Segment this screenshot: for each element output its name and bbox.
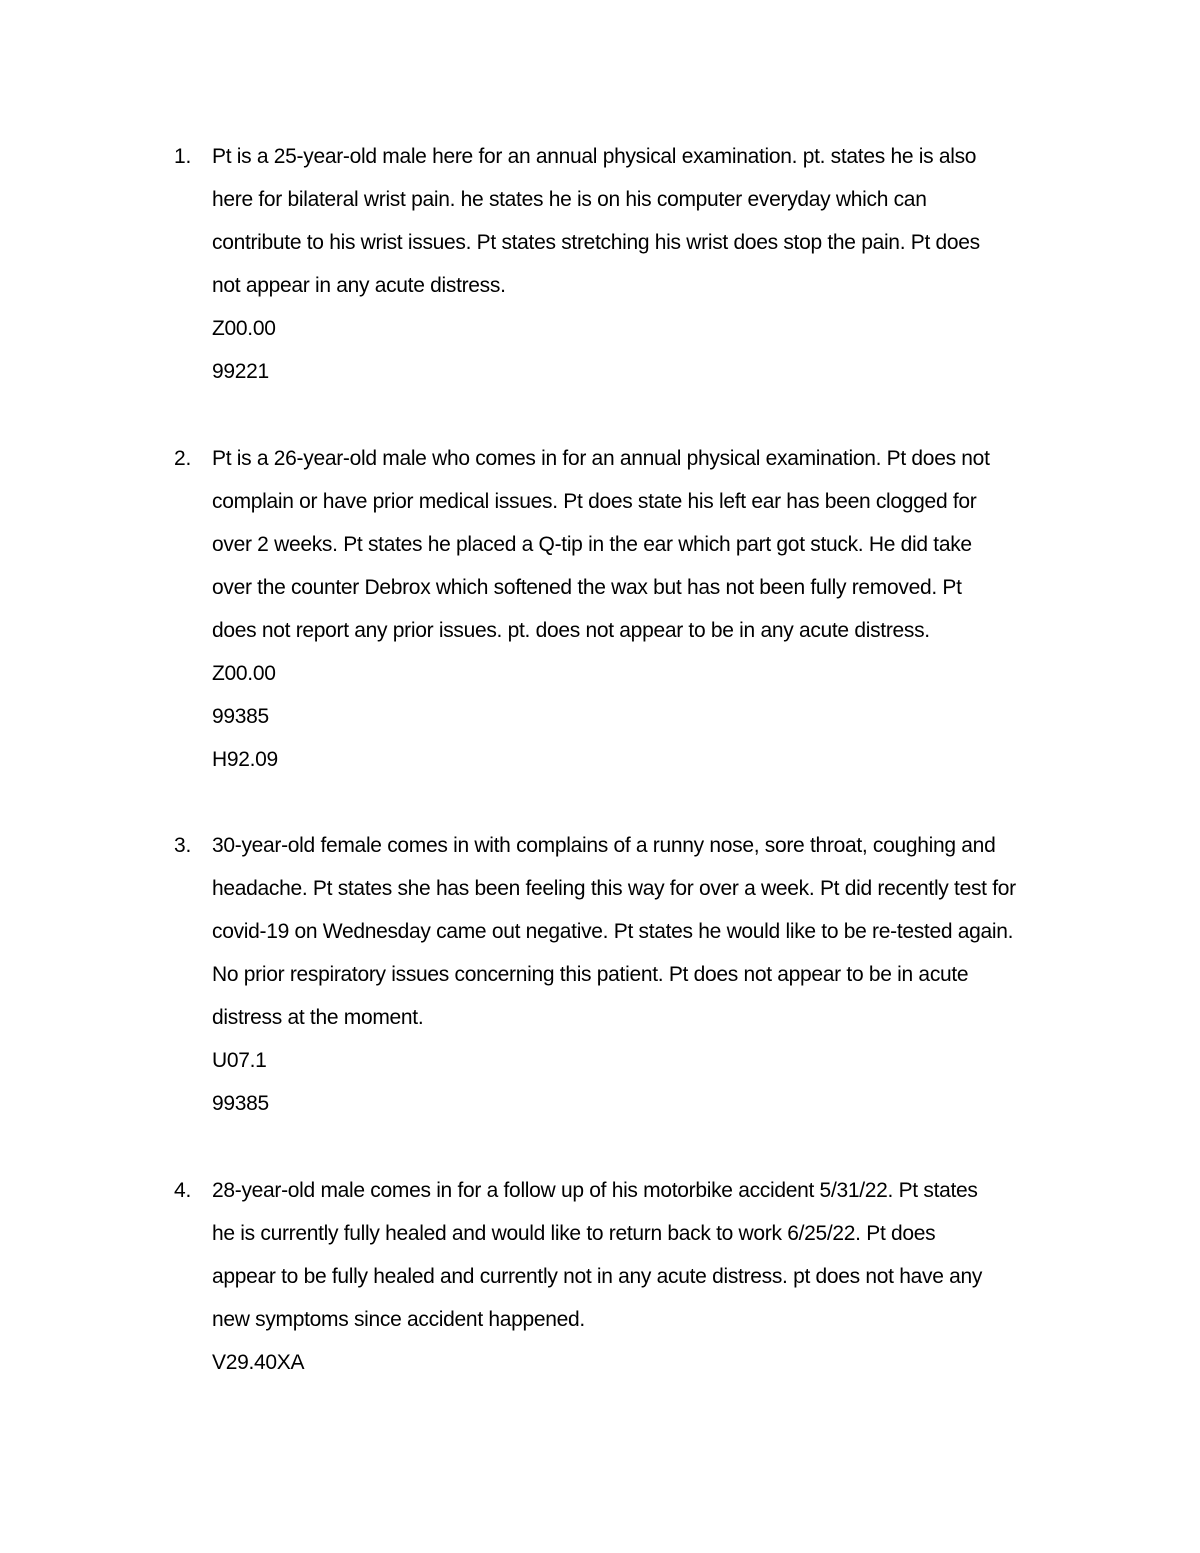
diagnosis-code: H92.09 <box>212 748 278 771</box>
item-text-line: here for bilateral wrist pain. he states he is on his computer everyday which can <box>212 188 927 211</box>
item-text-line: not appear in any acute distress. <box>212 274 506 297</box>
procedure-code: 99385 <box>212 705 269 728</box>
item-text-line: over 2 weeks. Pt states he placed a Q-tip in the ear which part got stuck. He did take <box>212 533 972 556</box>
item-text-line: headache. Pt states she has been feeling this way for over a week. Pt did recently test for <box>212 877 1016 900</box>
procedure-code: 99221 <box>212 360 269 383</box>
diagnosis-code: Z00.00 <box>212 317 276 340</box>
list-item-number: 2. <box>174 447 192 470</box>
list-item-number: 4. <box>174 1179 192 1202</box>
list-item-number: 3. <box>174 834 192 857</box>
item-text-line: 30-year-old female comes in with complains of a runny nose, sore throat, coughing and <box>212 834 996 857</box>
item-text-line: complain or have prior medical issues. Pt does state his left ear has been clogged for <box>212 490 977 513</box>
procedure-code: 99385 <box>212 1092 269 1115</box>
item-text-line: Pt is a 26-year-old male who comes in for an annual physical examination. Pt does not <box>212 447 990 470</box>
list-item-number: 1. <box>174 145 192 168</box>
item-text-line: covid-19 on Wednesday came out negative. Pt states he would like to be re-tested again. <box>212 920 1014 943</box>
item-text-line: No prior respiratory issues concerning this patient. Pt does not appear to be in acute <box>212 963 969 986</box>
item-text-line: contribute to his wrist issues. Pt states stretching his wrist does stop the pain. Pt does <box>212 231 980 254</box>
diagnosis-code: V29.40XA <box>212 1351 305 1374</box>
item-text-line: does not report any prior issues. pt. does not appear to be in any acute distress. <box>212 619 930 642</box>
item-text-line: he is currently fully healed and would like to return back to work 6/25/22. Pt does <box>212 1222 936 1245</box>
item-text-line: 28-year-old male comes in for a follow up of his motorbike accident 5/31/22. Pt states <box>212 1179 978 1202</box>
item-text-line: new symptoms since accident happened. <box>212 1308 585 1331</box>
item-text-line: appear to be fully healed and currently not in any acute distress. pt does not have any <box>212 1265 983 1288</box>
diagnosis-code: Z00.00 <box>212 662 276 685</box>
diagnosis-code: U07.1 <box>212 1049 267 1072</box>
item-text-line: over the counter Debrox which softened the wax but has not been fully removed. Pt <box>212 576 962 599</box>
item-text-line: distress at the moment. <box>212 1006 424 1029</box>
item-text-line: Pt is a 25-year-old male here for an annual physical examination. pt. states he is also <box>212 145 977 168</box>
